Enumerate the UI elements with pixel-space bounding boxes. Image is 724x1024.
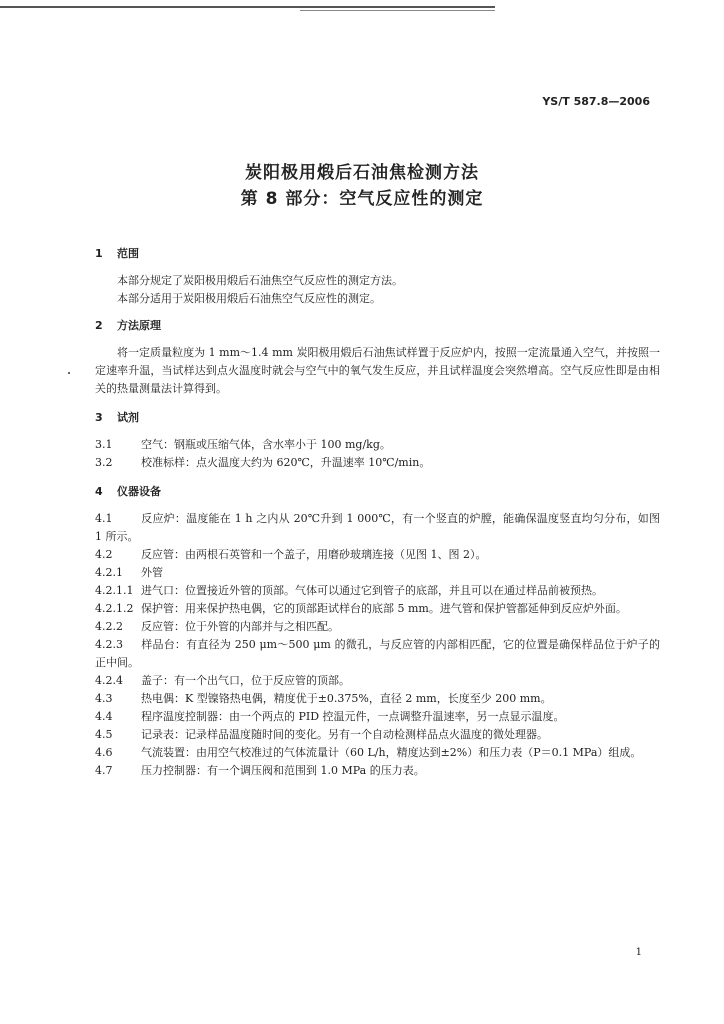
standard-number: YS/T 587.8—2006 [542,95,650,108]
section-heading-scope [95,245,660,263]
clause-number: 4.2.1.1 [95,584,134,597]
clause-text: 样品台：有直径为 250 μm～500 μm 的微孔，与反应管的内部相匹配，它的位置是确保样品位于炉子的正中间。 [95,638,660,669]
clause-number: 4.6 [95,746,113,759]
section-number: 1 [95,247,103,260]
clause-text: 校准标样：点火温度大约为 620℃，升温速率 10℃/min。 [141,456,431,469]
clause-item [95,546,660,564]
clause-number: 4.4 [95,710,113,723]
paragraph: 本部分规定了炭阳极用煅后石油焦空气反应性的测定方法。 [117,274,403,287]
document-subtitle: 第 8 部分：空气反应性的测定 [240,189,484,209]
clause-item [95,744,660,762]
clause-item [95,762,660,780]
clause-number: 4.2.1 [95,566,123,579]
section-number: 2 [95,319,103,332]
clause-number: 4.2.4 [95,674,123,687]
scan-edge-line-secondary [300,10,495,11]
clause-item [95,582,660,600]
clause-number: 4.1 [95,512,113,525]
paragraph: 本部分适用于炭阳极用煅后石油焦空气反应性的测定。 [117,292,381,305]
document-body [95,245,660,780]
clause-number: 4.5 [95,728,113,741]
section-title: 试剂 [117,411,139,424]
clause-text: 热电偶：K 型镍铬热电偶，精度优于±0.375%，直径 2 mm，长度至少 200 mm。 [141,692,552,705]
section-heading-apparatus [95,483,660,501]
clause-text: 外管 [141,566,163,579]
clause-text: 保护管：用来保护热电偶，它的顶部距试样台的底部 5 mm。进气管和保护管都延伸到反应炉外面。 [141,602,627,615]
section-title: 方法原理 [117,319,161,332]
scan-speck [68,372,70,374]
paragraph: 将一定质量粒度为 1 mm～1.4 mm 炭阳极用煅后石油焦试样置于反应炉内，按照一定流量通入空气，并按照一定速率升温，当试样达到点火温度时就会与空气中的氧气发生反应，并且试样温度会突然增高。空气反应性即是由相关的热量测量法计算得到。 [95,346,660,395]
clause-text: 进气口：位置接近外管的顶部。气体可以通过它到管子的底部，并且可以在通过样品前被预热。 [141,584,603,597]
clause-text: 反应管：由两根石英管和一个盖子，用磨砂玻璃连接（见图 1、图 2）。 [141,548,487,561]
clause-number: 4.3 [95,692,113,705]
clause-text: 空气：钢瓶或压缩气体，含水率小于 100 mg/kg。 [141,438,391,451]
clause-text: 压力控制器：有一个调压阀和范围到 1.0 MPa 的压力表。 [141,764,425,777]
clause-text: 记录表：记录样品温度随时间的变化。另有一个自动检测样品点火温度的微处理器。 [141,728,548,741]
section-heading-principle [95,317,660,335]
clause-number: 4.2 [95,548,113,561]
section-title: 仪器设备 [117,485,161,498]
document-title: 炭阳极用煅后石油焦检测方法 [245,163,479,183]
section-number: 3 [95,411,103,424]
scan-edge-line [0,6,495,8]
clause-item [95,726,660,744]
clause-item [95,454,660,472]
clause-number: 4.2.2 [95,620,123,633]
clause-number: 4.7 [95,764,113,777]
section-title: 范围 [117,247,139,260]
section-number: 4 [95,485,103,498]
page-number: 1 [635,947,642,958]
clause-item [95,690,660,708]
clause-item [95,618,660,636]
section-heading-reagents [95,409,660,427]
clause-text: 程序温度控制器：由一个两点的 PID 控温元件，一点调整升温速率，另一点显示温度。 [141,710,565,723]
clause-item [95,708,660,726]
clause-item [95,600,660,618]
clause-text: 反应管：位于外管的内部并与之相匹配。 [141,620,339,633]
clause-item [95,672,660,690]
clause-number: 4.2.3 [95,638,123,651]
clause-number: 4.2.1.2 [95,602,134,615]
clause-item [95,636,660,672]
clause-text: 盖子：有一个出气口，位于反应管的顶部。 [141,674,350,687]
clause-number: 3.2 [95,456,113,469]
clause-item [95,510,660,546]
clause-item [95,436,660,454]
clause-text: 气流装置：由用空气校准过的气体流量计（60 L/h，精度达到±2%）和压力表（P＝0.1 MPa）组成。 [141,746,642,759]
clause-item [95,564,660,582]
clause-text: 反应炉：温度能在 1 h 之内从 20℃升到 1 000℃，有一个竖直的炉膛，能确保温度竖直均匀分布，如图 1 所示。 [95,512,660,543]
clause-number: 3.1 [95,438,113,451]
